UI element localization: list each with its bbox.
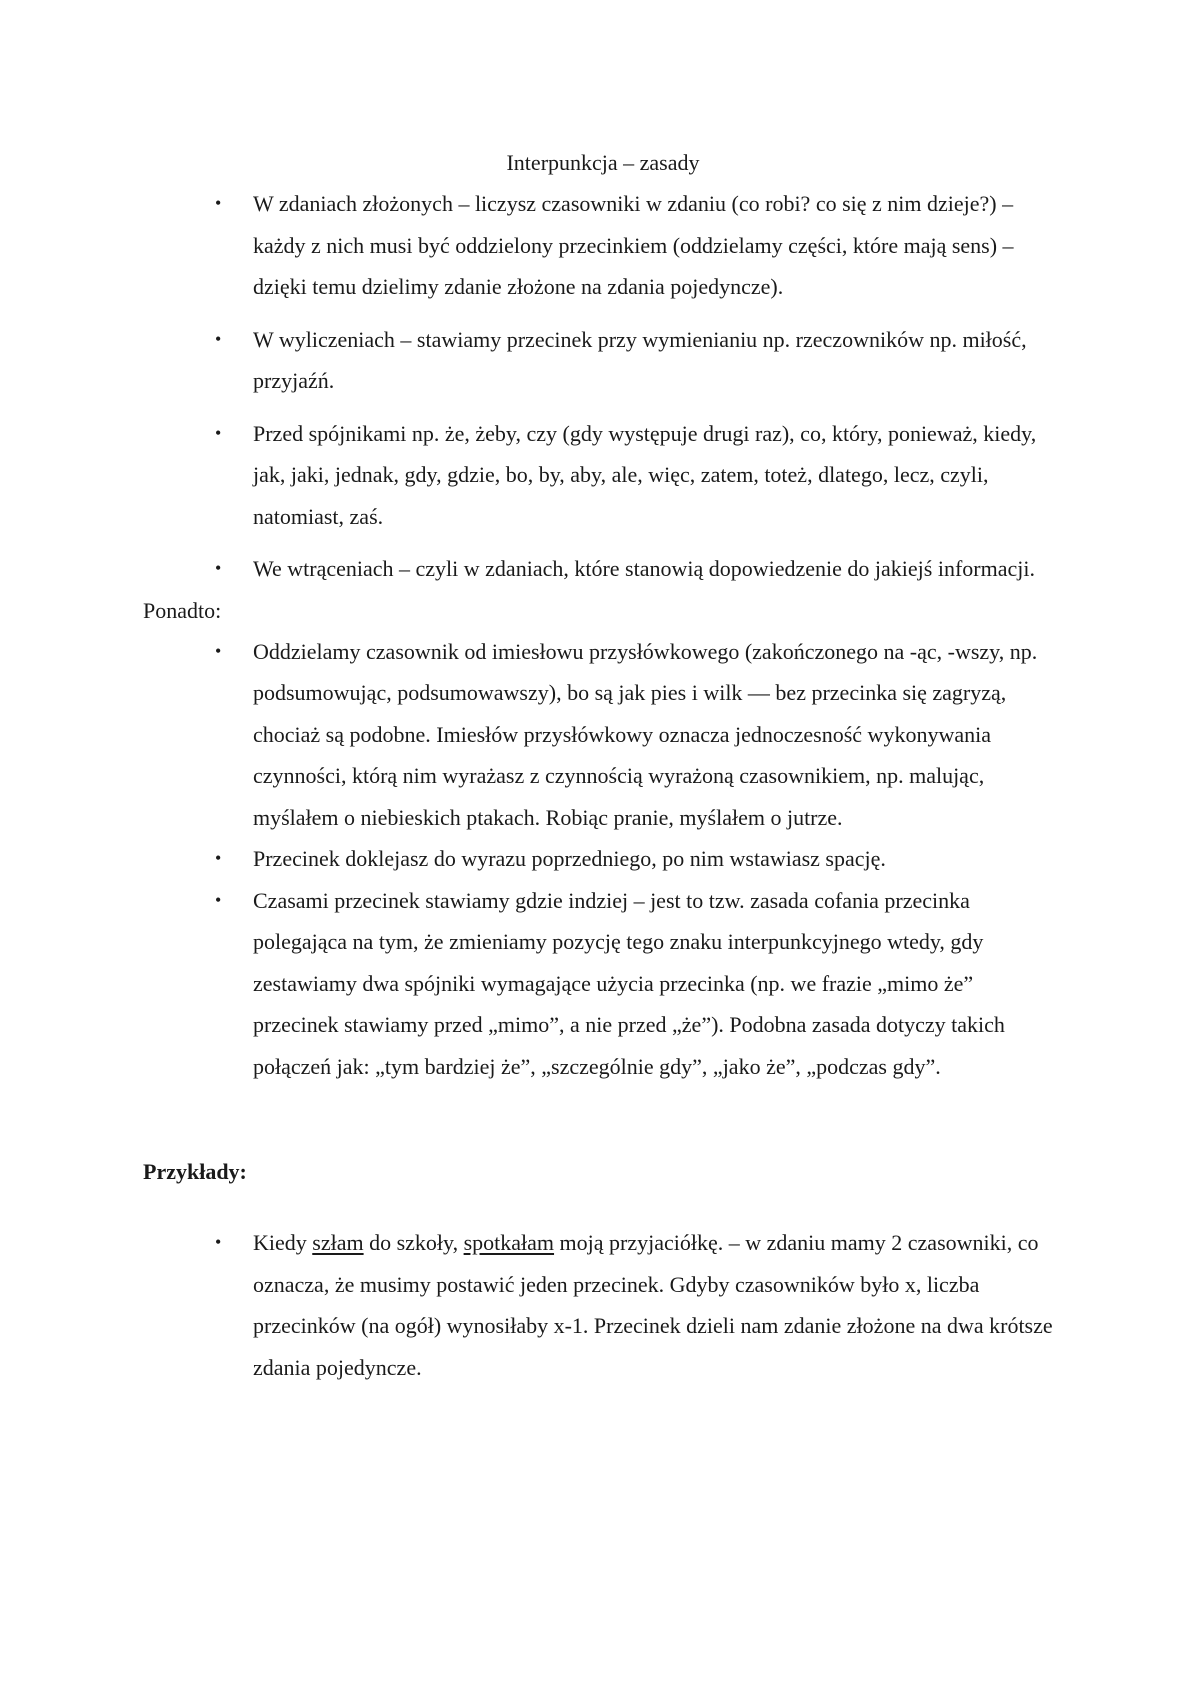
example-text-end: moją przyjaciółkę. – w zdaniu mamy 2 czasowniki, co oznacza, że musimy postawić jeden przecinek. Gdyby czasowników było x, liczba przecinków (na ogół) wynosiłaby x-1. Przecinek dzieli nam zdanie złożone na dwa krótsze zdania pojedyncze. (253, 1230, 1053, 1380)
list-item-text: Oddzielamy czasownik od imiesłowu przysłówkowego (zakończonego na -ąc, -wszy, np. podsumowując, podsumowawszy), bo są jak pies i wilk — bez przecinka się zagryzą, chociaż są podobne. Imiesłów przysłówkowy oznacza jednoczesność wykonywania czynności, którą nim wyrażasz z czynnością wyrażoną czasownikiem, np. malując, myślałem o niebieskich ptakach. Robiąc pranie, myślałem o jutrze. (253, 638, 1038, 830)
more-rules-list (143, 631, 1063, 1088)
list-item (143, 838, 1063, 880)
list-item (143, 548, 1063, 590)
example-text (253, 1230, 1053, 1380)
list-item-text: W wyliczeniach – stawiamy przecinek przy wymienianiu np. rzeczowników np. miłość, przyjaźń. (253, 326, 1027, 393)
list-item (143, 880, 1063, 1088)
example-text-middle: do szkoły, (363, 1230, 464, 1255)
list-item (143, 413, 1063, 538)
list-item (143, 1222, 1063, 1388)
list-item-text: Przed spójnikami np. że, żeby, czy (gdy występuje drugi raz), co, który, ponieważ, kiedy, jak, jaki, jednak, gdy, gdzie, bo, by, aby, ale, więc, zatem, toteż, dlatego, lecz, czyli, natomiast, zaś. (253, 420, 1037, 529)
list-item-text: W zdaniach złożonych – liczysz czasowniki w zdaniu (co robi? co się z nim dzieje?) – każdy z nich musi być oddzielony przecinkiem (oddzielamy części, które mają sens) – dzięki temu dzielimy zdanie złożone na zdania pojedyncze). (253, 191, 1014, 299)
document-page (143, 142, 1063, 1388)
list-item (143, 631, 1063, 839)
bullet-icon: • (215, 328, 222, 349)
bullet-icon: • (215, 193, 222, 213)
bullet-icon: • (215, 422, 222, 443)
bullet-icon: • (215, 848, 222, 868)
example-text-start: Kiedy (253, 1230, 313, 1255)
list-item (143, 183, 1063, 308)
rules-list (143, 183, 1063, 590)
bullet-icon: • (215, 889, 222, 910)
list-item (143, 319, 1063, 402)
bullet-icon: • (215, 558, 222, 578)
bullet-icon: • (215, 1232, 222, 1252)
list-item-text: We wtrąceniach – czyli w zdaniach, które stanowią dopowiedzenie do jakiejś informacji. (253, 556, 1035, 581)
list-item-text: Czasami przecinek stawiamy gdzie indziej – jest to tzw. zasada cofania przecinka polegająca na tym, że zmieniamy pozycję tego znaku interpunkcyjnego wtedy, gdy zestawiamy dwa spójniki wymagające użycia przecinka (np. we frazie „mimo że” przecinek stawiamy przed „mimo”, a nie przed „że”). Podobna zasada dotyczy takich połączeń jak: „tym bardziej że”, „szczególnie gdy”, „jako że”, „podczas gdy”. (253, 887, 1005, 1079)
examples-list (143, 1222, 1063, 1388)
section-label-ponadto: Ponadto: (143, 597, 222, 623)
list-item-text: Przecinek doklejasz do wyrazu poprzedniego, po nim wstawiasz spację. (253, 846, 886, 871)
page-title: Interpunkcja – zasady (506, 150, 700, 175)
bullet-icon: • (215, 640, 222, 661)
underlined-verb: szłam (312, 1230, 364, 1255)
underlined-verb: spotkałam (463, 1230, 555, 1255)
examples-heading: Przykłady: (143, 1159, 247, 1184)
